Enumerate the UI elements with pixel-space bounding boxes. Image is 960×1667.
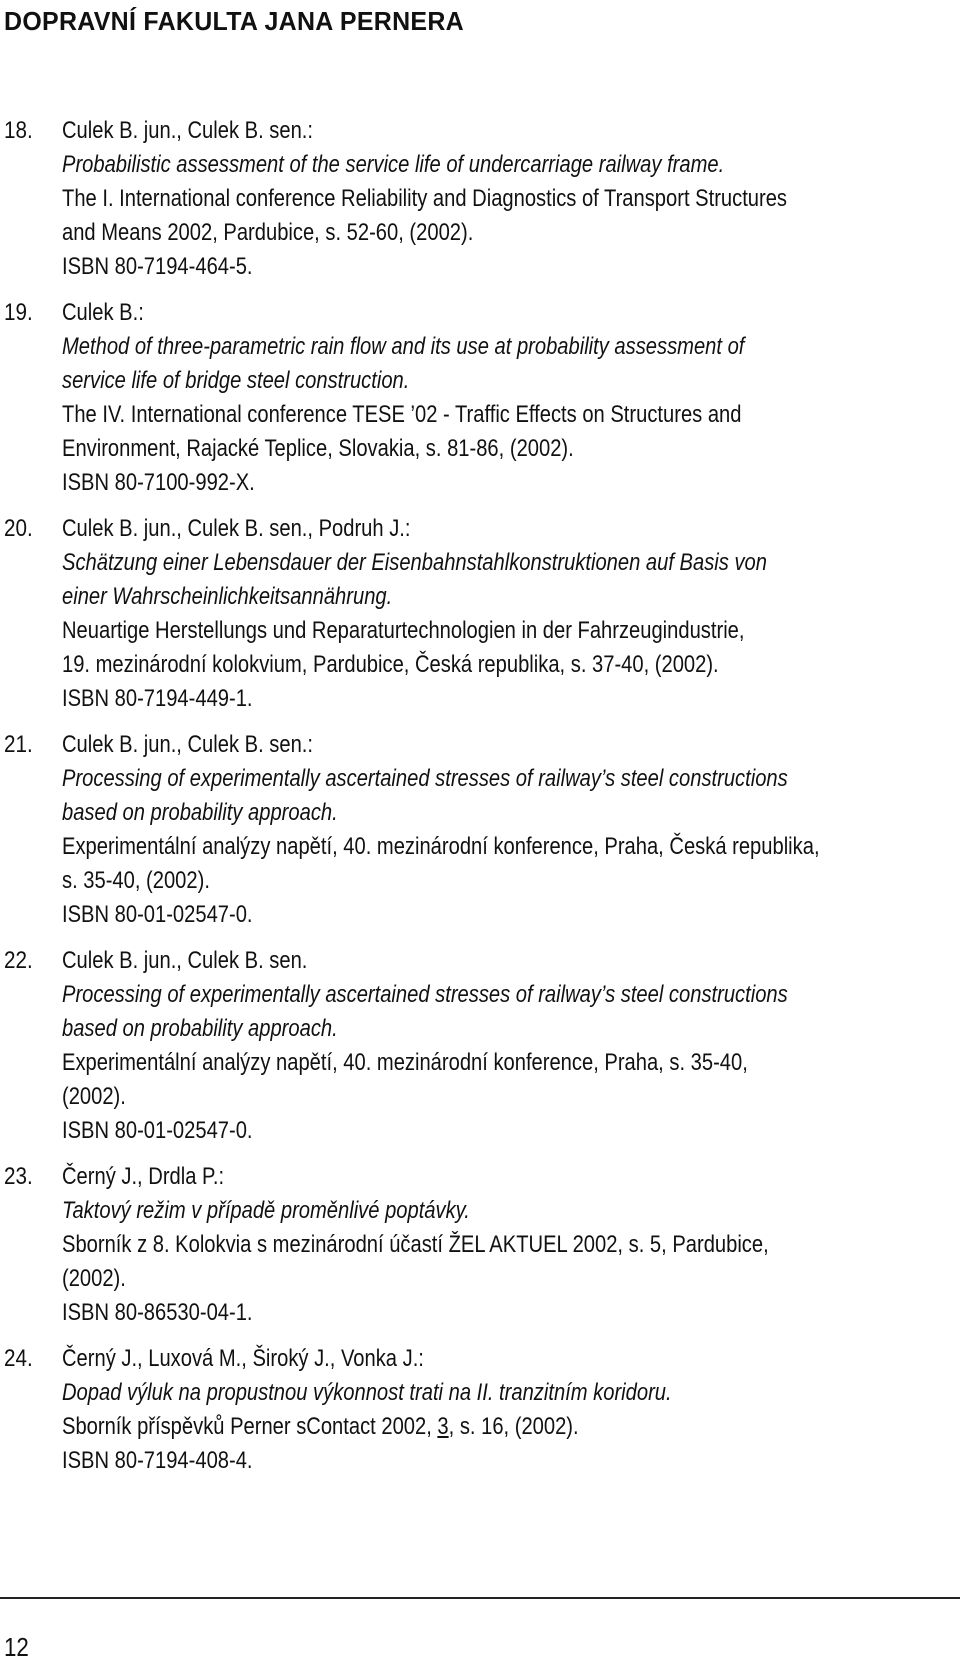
- reference-source: s. 35-40, (2002).: [62, 867, 210, 894]
- reference-title: Method of three-parametric rain flow and its use at probability assessment of: [62, 333, 745, 360]
- reference-number: 23.: [4, 1163, 33, 1190]
- reference-source: (2002).: [62, 1265, 126, 1292]
- reference-title: Taktový režim v případě proměnlivé poptávky.: [62, 1197, 470, 1224]
- reference-source-text: Sborník příspěvků Perner sContact 2002,: [62, 1413, 438, 1440]
- reference-source: The I. International conference Reliability and Diagnostics of Transport Structures: [62, 185, 788, 212]
- reference-isbn: ISBN 80-7194-449-1.: [62, 685, 253, 712]
- reference-source: Experimentální analýzy napětí, 40. mezinárodní konference, Praha, s. 35-40,: [62, 1049, 748, 1076]
- reference-item: [0, 296, 960, 500]
- reference-item: [0, 728, 960, 932]
- reference-title: based on probability approach.: [62, 799, 338, 826]
- reference-isbn: ISBN 80-7194-408-4.: [62, 1447, 253, 1474]
- reference-number: 20.: [4, 515, 33, 542]
- reference-number: 19.: [4, 299, 33, 326]
- reference-isbn: ISBN 80-86530-04-1.: [62, 1299, 253, 1326]
- reference-authors: Culek B. jun., Culek B. sen.: [62, 947, 308, 974]
- reference-authors: Černý J., Luxová M., Široký J., Vonka J.:: [62, 1345, 424, 1372]
- reference-source: The IV. International conference TESE ’02 - Traffic Effects on Structures and: [62, 401, 742, 428]
- reference-number: 21.: [4, 731, 33, 758]
- reference-source: Experimentální analýzy napětí, 40. mezinárodní konference, Praha, Česká republika,: [62, 833, 820, 860]
- reference-title: einer Wahrscheinlichkeitsannährung.: [62, 583, 393, 610]
- reference-title: Probabilistic assessment of the service life of undercarriage railway frame.: [62, 151, 725, 178]
- reference-isbn: ISBN 80-7194-464-5.: [62, 253, 253, 280]
- reference-title: service life of bridge steel construction.: [62, 367, 410, 394]
- reference-title: Processing of experimentally ascertained stresses of railway’s steel constructions: [62, 981, 788, 1008]
- reference-item: [0, 1342, 960, 1478]
- reference-isbn: ISBN 80-01-02547-0.: [62, 1117, 253, 1144]
- reference-isbn: ISBN 80-7100-992-X.: [62, 469, 255, 496]
- footer-divider: [0, 1597, 960, 1599]
- reference-title: based on probability approach.: [62, 1015, 338, 1042]
- reference-source-text: , s. 16, (2002).: [448, 1413, 579, 1440]
- reference-volume: 3: [437, 1413, 449, 1440]
- reference-source: (2002).: [62, 1083, 126, 1110]
- reference-source: 19. mezinárodní kolokvium, Pardubice, Česká republika, s. 37-40, (2002).: [62, 651, 719, 678]
- reference-number: 22.: [4, 947, 33, 974]
- reference-list: [0, 114, 960, 1490]
- reference-source: and Means 2002, Pardubice, s. 52-60, (2002).: [62, 219, 474, 246]
- reference-source: Environment, Rajacké Teplice, Slovakia, s. 81-86, (2002).: [62, 435, 574, 462]
- reference-authors: Culek B. jun., Culek B. sen.:: [62, 731, 314, 758]
- reference-authors: Culek B. jun., Culek B. sen.:: [62, 117, 314, 144]
- reference-authors: Culek B. jun., Culek B. sen., Podruh J.:: [62, 515, 411, 542]
- reference-authors: Culek B.:: [62, 299, 144, 326]
- reference-item: [0, 944, 960, 1148]
- reference-title: Processing of experimentally ascertained stresses of railway’s steel constructions: [62, 765, 788, 792]
- reference-authors: Černý J., Drdla P.:: [62, 1163, 225, 1190]
- reference-source: Neuartige Herstellungs und Reparaturtechnologien in der Fahrzeugindustrie,: [62, 617, 745, 644]
- running-header: DOPRAVNÍ FAKULTA JANA PERNERA: [4, 6, 464, 36]
- reference-item: [0, 114, 960, 284]
- reference-item: [0, 1160, 960, 1330]
- reference-source: Sborník z 8. Kolokvia s mezinárodní účastí ŽEL AKTUEL 2002, s. 5, Pardubice,: [62, 1231, 769, 1258]
- reference-source: [62, 1410, 816, 1444]
- reference-title: Schätzung einer Lebensdauer der Eisenbahnstahlkonstruktionen auf Basis von: [62, 549, 767, 576]
- page-number: 12: [4, 1632, 29, 1662]
- reference-number: 18.: [4, 117, 33, 144]
- reference-title: Dopad výluk na propustnou výkonnost trati na II. tranzitním koridoru.: [62, 1379, 672, 1406]
- reference-isbn: ISBN 80-01-02547-0.: [62, 901, 253, 928]
- reference-item: [0, 512, 960, 716]
- reference-number: 24.: [4, 1345, 33, 1372]
